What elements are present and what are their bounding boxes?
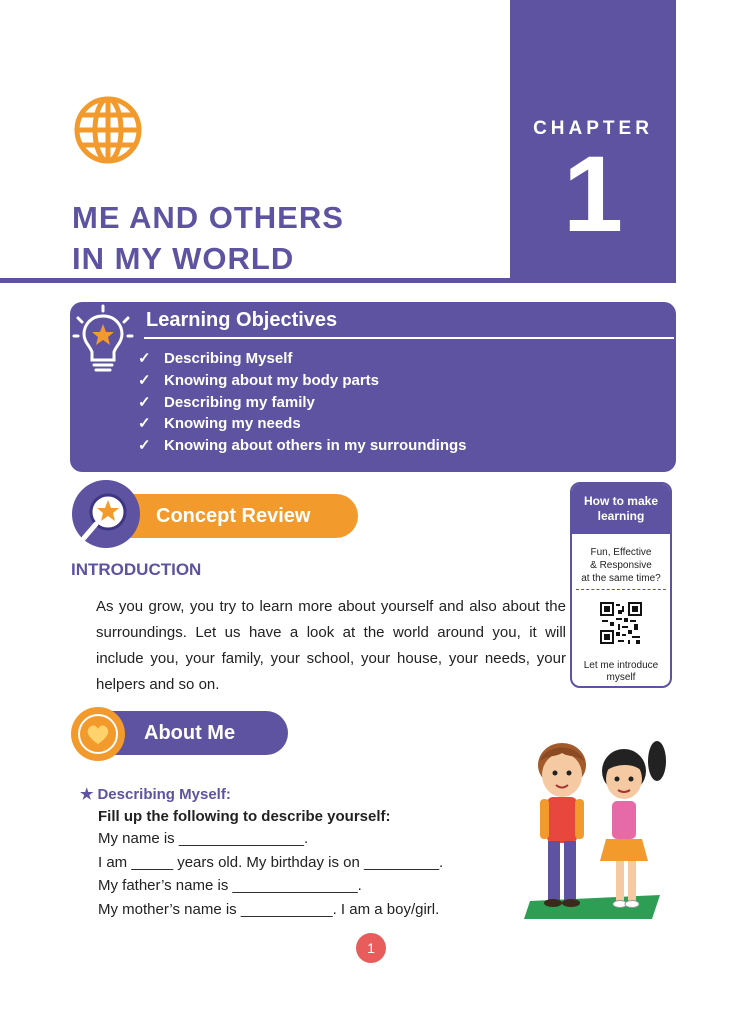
list-item: ✓ Describing Myself (138, 348, 467, 370)
concept-review-banner: Concept Review (112, 494, 358, 538)
title-rule (0, 278, 676, 283)
objectives-divider (144, 337, 674, 339)
qr-card (570, 482, 672, 688)
chapter-number: 1 (562, 133, 624, 254)
list-item: ✓ Knowing my needs (138, 413, 467, 435)
introduction-body: As you grow, you try to learn more about yourself and also about the surroundings. Let us have a look at the world around you, it will include you, your family, your school, your house, your needs, your helpers and so on. (96, 598, 566, 693)
check-icon: ✓ (138, 393, 151, 411)
lightbulb-icon (72, 304, 134, 376)
title-line-1: ME AND OTHERS (72, 200, 344, 235)
fill-line-age: I am _____ years old. My birthday is on _________. (98, 854, 444, 871)
check-icon: ✓ (138, 350, 151, 367)
qr-code-icon[interactable] (600, 602, 642, 644)
objectives-list (138, 348, 467, 457)
heart-icon (70, 706, 126, 762)
describing-myself-heading: ★ Describing Myself: (80, 786, 231, 803)
list-item: ✓ Knowing about others in my surroundings (138, 435, 467, 457)
page-number: 1 (356, 933, 386, 963)
magnifier-star-icon (70, 478, 142, 550)
list-item: ✓ Knowing about my body parts (138, 370, 467, 392)
list-item: ✓ Describing my family (138, 392, 467, 414)
chapter-label: CHAPTER (533, 118, 653, 139)
check-icon: ✓ (138, 437, 151, 455)
fill-line-name: My name is _______________. (98, 830, 309, 847)
learning-objectives-box (70, 302, 676, 472)
check-icon: ✓ (138, 415, 151, 433)
learning-objectives-heading: Learning Objectives (146, 309, 338, 331)
about-me-banner: About Me (112, 711, 288, 755)
chapter-block (510, 0, 676, 280)
globe-icon (72, 94, 144, 166)
qr-card-caption: Let me introduce myself (583, 660, 659, 683)
qr-card-divider (576, 589, 666, 590)
check-icon: ✓ (138, 371, 151, 389)
page-title (72, 197, 344, 279)
fill-instruction: Fill up the following to describe yourself: (98, 808, 391, 825)
introduction-heading: INTRODUCTION (71, 560, 202, 579)
star-icon: ★ (80, 786, 94, 803)
qr-card-heading: How to make learning (572, 484, 670, 534)
children-illustration (520, 735, 670, 919)
fill-line-mother: My mother’s name is ___________. I am a boy/girl. (98, 901, 440, 918)
qr-card-tagline: Fun, Effective & Responsive at the same time? (581, 547, 661, 584)
fill-line-father: My father’s name is _______________. (98, 877, 362, 894)
title-line-2: IN MY WORLD (72, 241, 295, 276)
